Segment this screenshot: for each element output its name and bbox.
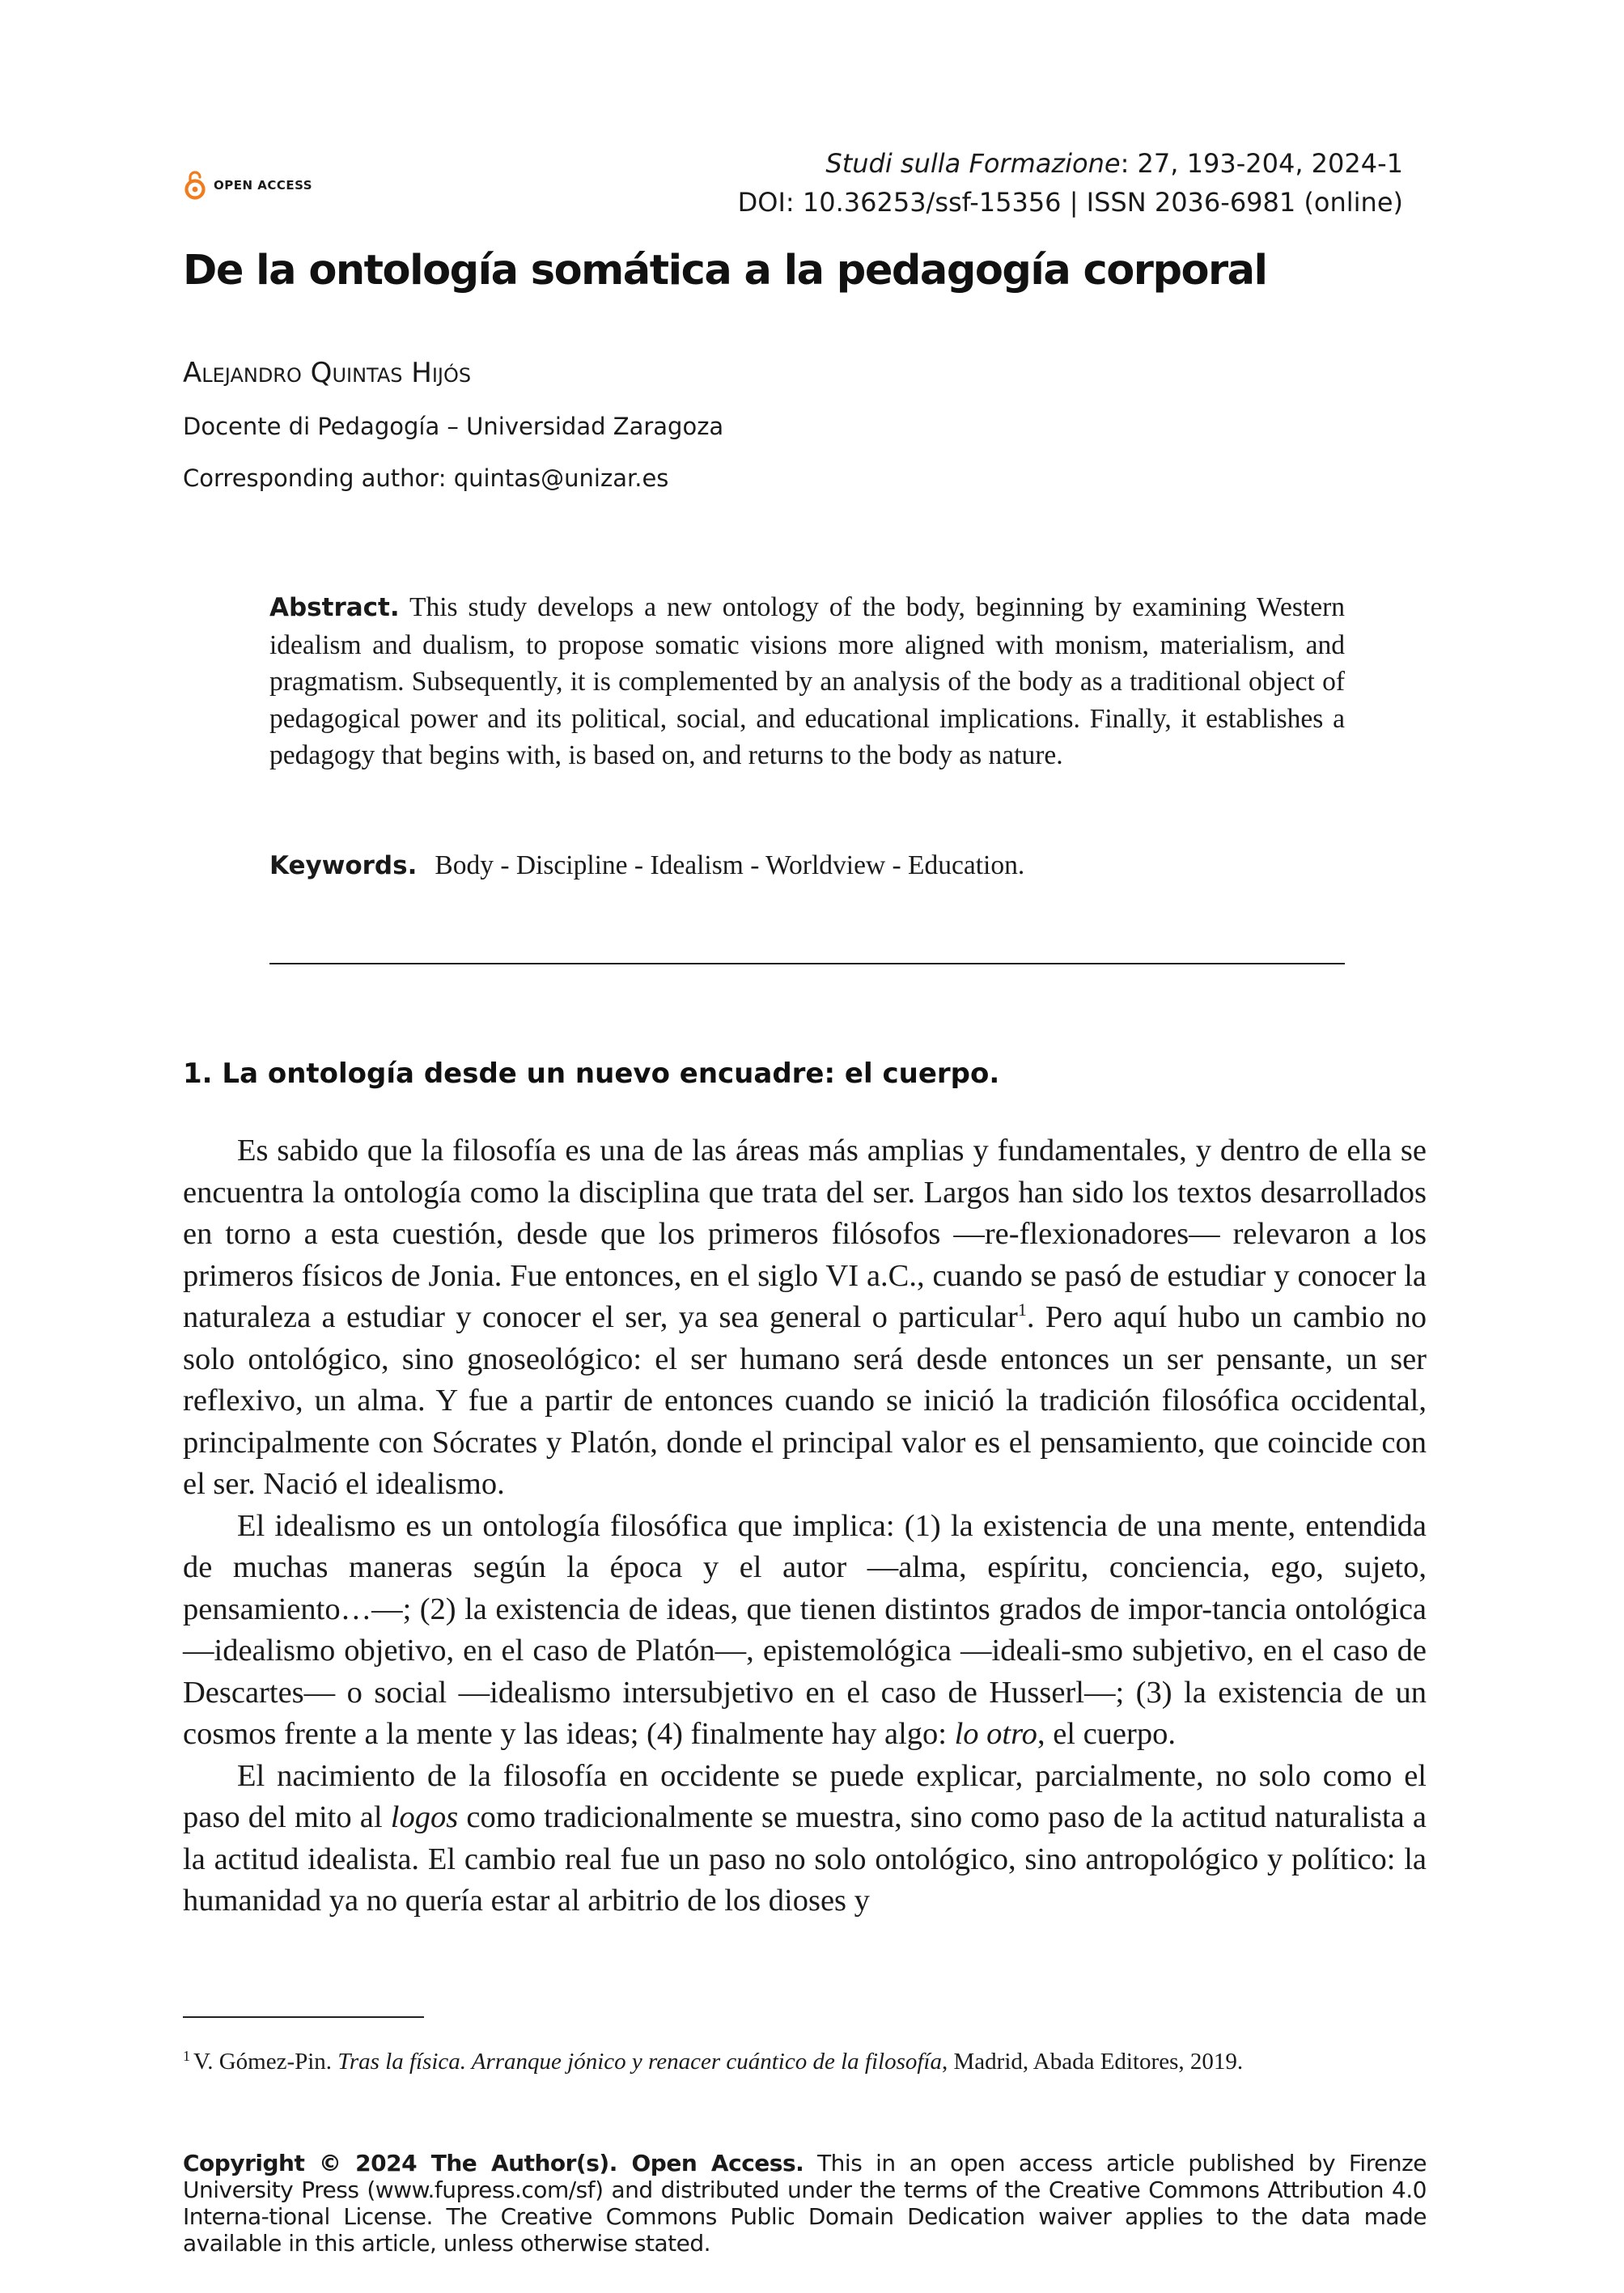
paragraph-2-text-a: El idealismo es un ontología filosófica que implica: (1) la existencia de una mente, entendida de muchas maneras según la época y el autor —alma, espíritu, conciencia, ego, sujeto, pensamiento…—; (2) la existencia de ideas, que tienen distintos grados de impor-tancia ontológica —idealismo objetivo, en el caso de Platón—, epistemológica —ideali-smo subjetivo, en el caso de Descartes— o social —idealismo intersubjetivo en el caso de Husserl—; (3) la existencia de un cosmos frente a la mente y las ideas; (4) finalmente hay algo: — [183, 1508, 1427, 1751]
abstract-divider — [269, 963, 1345, 964]
corresponding-author: Corresponding author: quintas@unizar.es — [183, 464, 669, 492]
paragraph-2 — [183, 1506, 1427, 1756]
footnote-divider — [183, 2016, 424, 2018]
footnote-title: Tras la física. Arranque jónico y renacer cuántico de la filosofía — [337, 2049, 942, 2075]
footnote-author: V. Gómez-Pin. — [193, 2049, 338, 2075]
keywords-label: Keywords. — [269, 851, 418, 880]
footnote — [183, 2045, 1427, 2078]
body-text — [183, 1130, 1427, 1922]
paragraph-3-text-b: como tradicionalmente se muestra, sino como paso de la actitud naturalista a la actitud idealista. El cambio real fue un paso no solo ontológico, sino antropológico y político: la humanidad ya no quería estar al arbitrio de los dioses y — [183, 1800, 1427, 1918]
footnote-publisher: , Madrid, Abada Editores, 2019. — [942, 2049, 1244, 2075]
copyright-text: This in an open access article published by Firenze University Press (www.fupress.com/sf) and distributed under the terms of the Creative Commons Attribution 4.0 Interna-tional License. The Creative Commons Public Domain Dedication waiver applies to the data made available in this article, unless otherwise stated. — [183, 2150, 1427, 2257]
abstract-text: This study develops a new ontology of the body, beginning by examining Western idealism and dualism, to propose somatic visions more aligned with monism, materialism, and pragmatism. Subsequently, it is complemented by an analysis of the body as a traditional object of pedagogical power and its political, social, and educational implications. Finally, it establishes a pedagogy that begins with, is based on, and returns to the body as nature. — [269, 592, 1345, 771]
keywords-text: Body - Discipline - Idealism - Worldview - Education. — [435, 850, 1025, 880]
journal-name: Studi sulla Formazione — [825, 148, 1121, 179]
paragraph-1 — [183, 1130, 1427, 1506]
author-name: Alejandro Quintas Hijós — [183, 357, 472, 389]
open-access-label: OPEN ACCESS — [214, 178, 313, 193]
open-access-badge — [183, 171, 312, 200]
copyright-lead: Copyright © 2024 The Author(s). Open Access. — [183, 2150, 804, 2176]
paragraph-1-text-b: . Pero aquí hubo un cambio no solo ontológico, sino gnoseológico: el ser humano será desde entonces un ser pensante, un ser reflexivo, un alma. Y fue a partir de entonces cuando se inició la tradición filosófica occidental, principalmente con Sócrates y Platón, donde el principal valor es el pensamiento, que coincide con el ser. Nació el idealismo. — [183, 1300, 1427, 1501]
keywords — [269, 847, 1024, 884]
footnote-reference[interactable]: 1 — [1017, 1299, 1027, 1320]
journal-citation — [738, 144, 1403, 183]
abstract-label: Abstract. — [269, 593, 400, 622]
journal-info — [738, 144, 1403, 222]
journal-volume-pages: : 27, 193-204, 2024-1 — [1120, 148, 1403, 179]
article-title: De la ontología somática a la pedagogía corporal — [183, 247, 1267, 295]
open-access-lock-icon — [183, 171, 207, 200]
paragraph-2-emphasis: lo otro — [954, 1717, 1037, 1751]
copyright-notice — [183, 2150, 1427, 2257]
paragraph-2-text-b: , el cuerpo. — [1037, 1717, 1176, 1751]
footnote-marker: 1 — [183, 2048, 190, 2064]
doi-issn: DOI: 10.36253/ssf-15356 | ISSN 2036-6981 (online) — [737, 187, 1403, 218]
paragraph-3-emphasis: logos — [390, 1800, 459, 1834]
paragraph-1-text-a: Es sabido que la filosofía es una de las áreas más amplias y fundamentales, y dentro de ella se encuentra la ontología como la disciplina que trata del ser. Largos han sido los textos desarrollados en torno a esta cuestión, desde que los primeros filósofos —re-flexionadores— relevaron a los primeros físicos de Jonia. Fue entonces, en el siglo VI a.C., cuando se pasó de estudiar y conocer la naturaleza a estudiar y conocer el ser, ya sea general o particular — [183, 1134, 1427, 1334]
paragraph-3 — [183, 1756, 1427, 1922]
author-affiliation: Docente di Pedagogía – Universidad Zaragoza — [183, 413, 724, 440]
section-heading: 1. La ontología desde un nuevo encuadre: el cuerpo. — [183, 1057, 1000, 1090]
abstract — [269, 589, 1345, 774]
paragraph-3-text-a: El nacimiento de la filosofía en occidente se puede explicar, parcialmente, no solo como el paso del mito al — [183, 1758, 1427, 1834]
